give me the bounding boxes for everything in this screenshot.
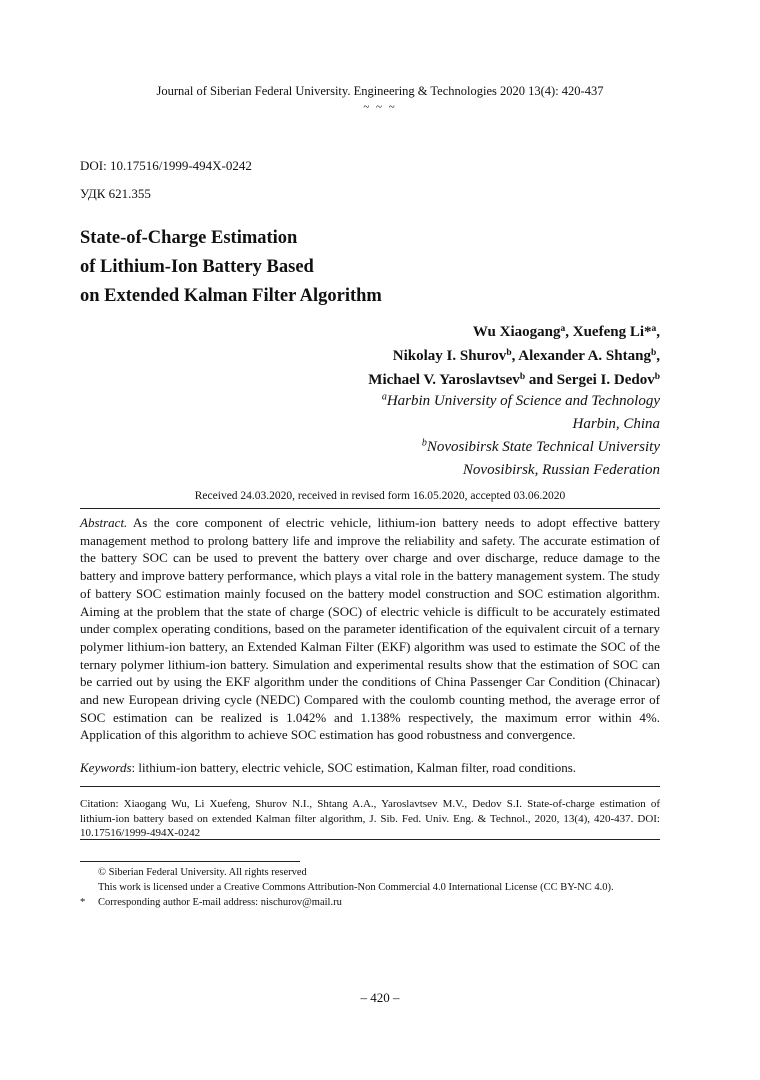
- abstract-label: Abstract.: [80, 515, 128, 530]
- license-note: This work is licensed under a Creative Commons Attribution-Non Commercial 4.0 International License (CC BY-NC 4.0).: [98, 882, 614, 893]
- footnote-star: *: [80, 897, 86, 908]
- abstract-text: As the core component of electric vehicle, lithium-ion battery needs to adopt effective battery management method to prolong battery life and improve the reliability and safety. The accurate estimation of the battery SOC can be used to prevent the battery over charge and over discharge, reduce damage to the battery and improve battery performance, which plays a vital role in the battery management system. The study of battery SOC estimation mainly focused on the battery model construction and SOC estimation algorithm. Aiming at the problem that the state of charge (SOC) of electric vehicle is difficult to be accurately estimated under complex operating conditions, based on the parameter identification of the equivalent circuit of a ternary polymer lithium-ion battery, an Extended Kalman Filter (EKF) algorithm was used to estimate the SOC of the ternary polymer lithium-ion battery. Simulation and experimental results show that the estimation of SOC can be carried out by using the EKF algorithm under the conditions of China Passenger Car Condition (Chinacar) and new European driving cycle (NEDC) Compared with the coulomb counting method, the average error of SOC estimation can be realized is 1.042% and 1.138% respectively, the maximum error within 4%. Application of this algorithm to achieve SOC estimation has good robustness and convergence.: [80, 515, 660, 743]
- keywords-label: Keywords: [80, 760, 132, 775]
- abstract: [80, 514, 660, 744]
- doi: DOI: 10.17516/1999-494X-0242: [80, 158, 252, 173]
- journal-header: Journal of Siberian Federal University. Engineering & Technologies 2020 13(4): 420-437: [156, 84, 604, 98]
- copyright-note: © Siberian Federal University. All rights reserved: [98, 867, 307, 878]
- divider: [80, 786, 660, 787]
- udk: УДК 621.355: [80, 186, 151, 201]
- divider: [80, 839, 660, 840]
- affiliation-name: $^b$Novosibirsk State Technical University: [421, 437, 660, 455]
- author-line: Michael V. Yaroslavtsev$^b$ and Sergei I. Dedov$^b$: [368, 371, 660, 388]
- title-line: of Lithium-Ion Battery Based: [80, 257, 314, 277]
- author-list: [368, 320, 660, 392]
- affiliation-name: $^a$Harbin University of Science and Technology: [381, 391, 660, 409]
- keywords: [80, 759, 660, 776]
- title-line: on Extended Kalman Filter Algorithm: [80, 286, 382, 306]
- author-line: Nikolay I. Shurov$^b$, Alexander A. Shtang$^b$,: [392, 347, 660, 364]
- affiliations: [382, 390, 660, 482]
- citation: Citation: Xiaogang Wu, Li Xuefeng, Shurov N.I., Shtang A.A., Yaroslavtsev M.V., Dedov S.I. State-of-charge estimation of lithium-ion battery based on extended Kalman filter algorithm, J. Sib. Fed. Univ. Eng. & Technol., 2020, 13(4), 420-437. DOI: 10.17516/1999-494X-0242: [80, 798, 660, 839]
- footnote-rule: [80, 861, 300, 862]
- corresponding-author-note: Corresponding author E-mail address: nischurov@mail.ru: [98, 897, 342, 908]
- page-number: – 420 –: [360, 990, 400, 1005]
- affiliation-city: Novosibirsk, Russian Federation: [462, 462, 660, 478]
- affiliation-city: Harbin, China: [572, 416, 660, 432]
- received-dates: Received 24.03.2020, received in revised form 16.05.2020, accepted 03.06.2020: [194, 490, 566, 502]
- divider: [80, 508, 660, 509]
- title-line: State-of-Charge Estimation: [80, 228, 298, 248]
- author-line: Wu Xiaogang$^a$, Xuefeng Li*$^a$,: [472, 323, 660, 340]
- paper-title: [80, 224, 580, 311]
- header-separator: ~ ~ ~: [363, 101, 397, 113]
- keywords-text: : lithium-ion battery, electric vehicle, SOC estimation, Kalman filter, road conditions.: [131, 760, 577, 775]
